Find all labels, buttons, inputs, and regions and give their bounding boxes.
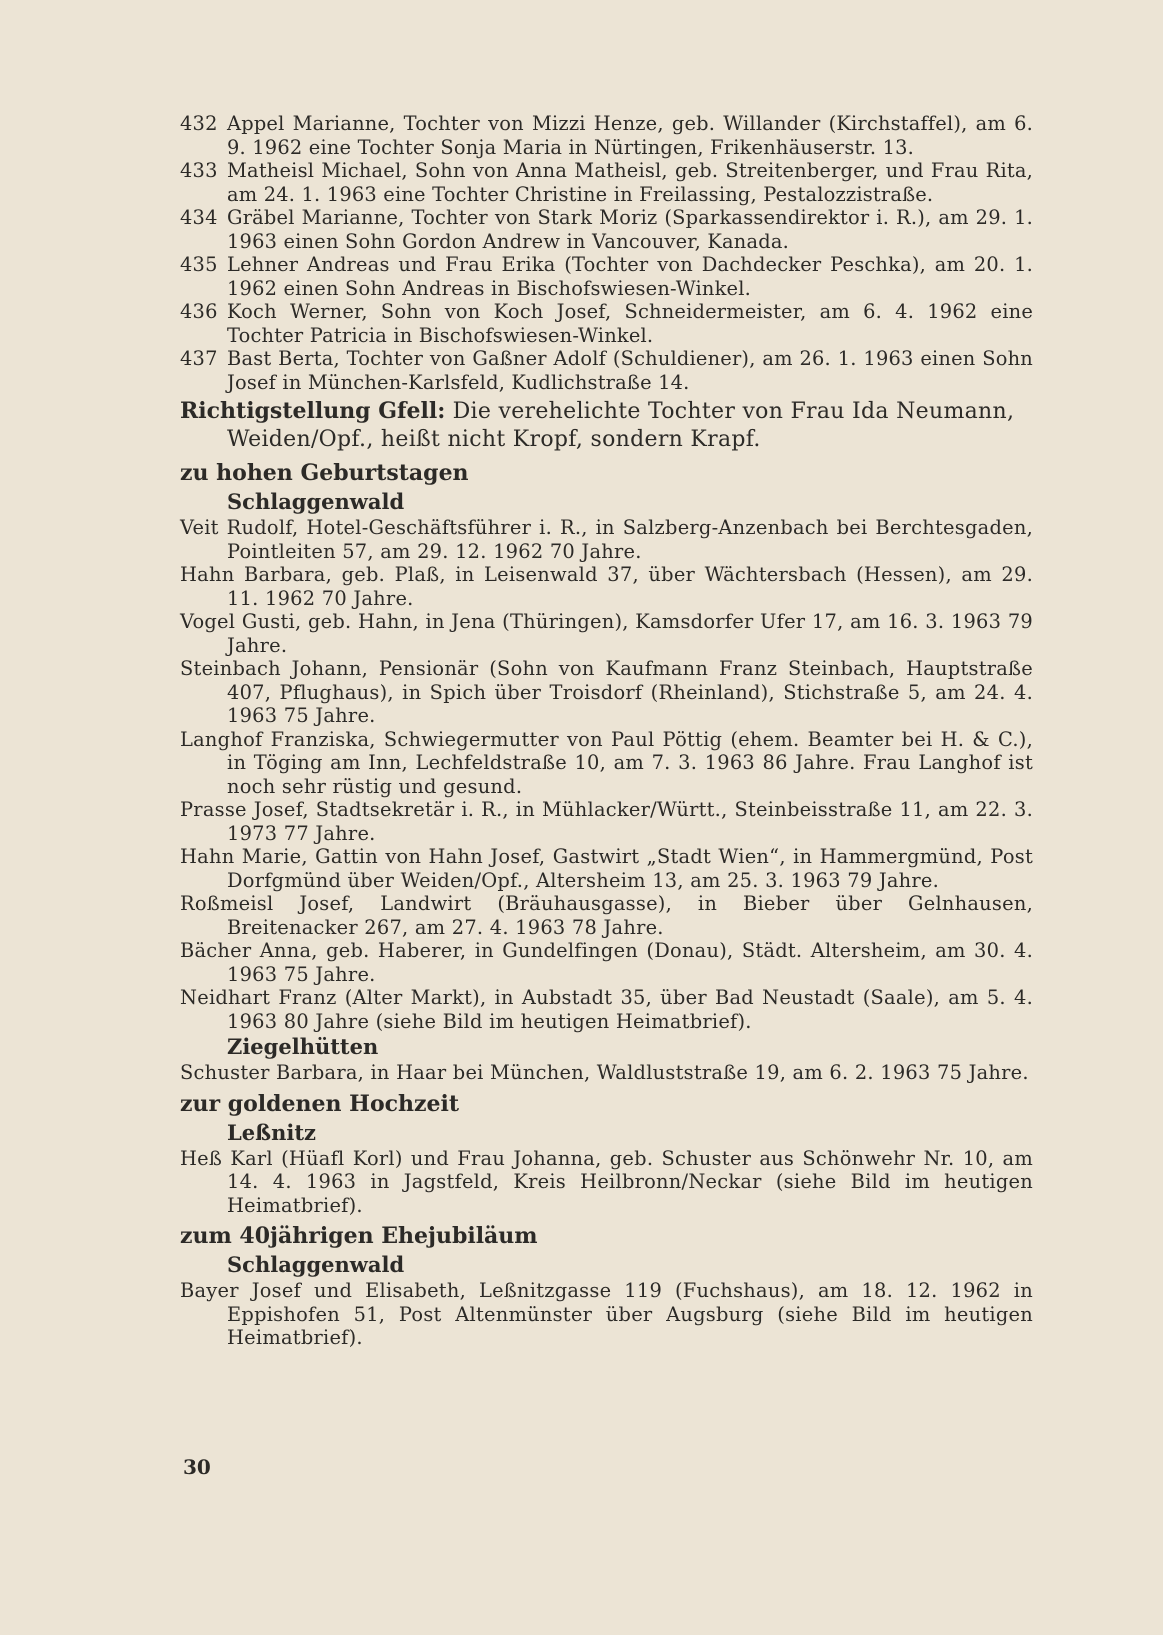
place-heading: Ziegelhütten xyxy=(227,1034,379,1059)
entry-text: Matheisl Michael, Sohn von Anna Matheisl, geb. Streitenberger, und Frau Rita, am 24. 1. 1963 eine Tochter Christine in Freilassing, Pestalozzistraße. xyxy=(227,159,1033,206)
birth-entry xyxy=(180,347,1033,394)
entry-number: 436 xyxy=(180,300,218,323)
person-entry: Bächer Anna, geb. Haberer, in Gundelfingen (Donau), Städt. Altersheim, am 30. 4. 1963 75 Jahre. xyxy=(180,939,1033,986)
correction-notice xyxy=(180,397,1033,454)
entry-text: Appel Marianne, Tochter von Mizzi Henze, geb. Willander (Kirchstaffel), am 6. 9. 1962 eine Tochter Sonja Maria in Nürtingen, Frikenhäuserstr. 13. xyxy=(227,112,1033,159)
place-heading: Leßnitz xyxy=(227,1119,316,1145)
correction-text: Die verehelichte Tochter von Frau Ida Neumann, Weiden/Opf., heißt nicht Kropf, sondern Krapf. xyxy=(227,399,1015,452)
section-heading-golden-wedding: zur goldenen Hochzeit xyxy=(180,1090,460,1117)
entry-number: 437 xyxy=(180,347,218,370)
person-entry: Neidhart Franz (Alter Markt), in Aubstadt 35, über Bad Neustadt (Saale), am 5. 4. 1963 80 Jahre (siehe Bild im heutigen Heimatbrief). xyxy=(180,986,1033,1033)
person-entry: Hahn Barbara, geb. Plaß, in Leisenwald 37, über Wächtersbach (Hessen), am 29. 11. 1962 70 Jahre. xyxy=(180,563,1033,610)
correction-label: Richtigstellung Gfell: xyxy=(180,398,446,424)
section-heading-birthdays: zu hohen Geburtstagen xyxy=(180,460,469,486)
page-number: 30 xyxy=(183,1455,211,1479)
person-entry: Steinbach Johann, Pensionär (Sohn von Kaufmann Franz Steinbach, Hauptstraße 407, Pflughaus), in Spich über Troisdorf (Rheinland), Stichstraße 5, am 24. 4. 1963 75 Jahre. xyxy=(180,657,1033,727)
entry-number: 434 xyxy=(180,206,218,229)
birth-entry xyxy=(180,112,1033,159)
entry-text: Koch Werner, Sohn von Koch Josef, Schneidermeister, am 6. 4. 1962 eine Tochter Patricia in Bischofswiesen-Winkel. xyxy=(227,300,1033,347)
person-entry: Veit Rudolf, Hotel-Geschäftsführer i. R., in Salzberg-Anzenbach bei Berchtesgaden, Pointleiten 57, am 29. 12. 1962 70 Jahre. xyxy=(180,516,1033,563)
entry-number: 433 xyxy=(180,159,218,182)
section-heading-anniversary: zum 40jährigen Ehejubiläum xyxy=(180,1223,538,1249)
person-entry: Hahn Marie, Gattin von Hahn Josef, Gastwirt „Stadt Wien“, in Hammergmünd, Post Dorfgmünd über Weiden/Opf., Altersheim 13, am 25. 3. 1963 79 Jahre. xyxy=(180,845,1033,892)
place-heading: Schlaggenwald xyxy=(227,1252,405,1277)
entry-text: Gräbel Marianne, Tochter von Stark Moriz (Sparkassendirektor i. R.), am 29. 1. 1963 einen Sohn Gordon Andrew in Vancouver, Kanada. xyxy=(227,206,1033,253)
person-entry: Schuster Barbara, in Haar bei München, Waldluststraße 19, am 6. 2. 1963 75 Jahre. xyxy=(180,1061,1029,1084)
birth-entry xyxy=(180,253,1033,300)
person-entry: Prasse Josef, Stadtsekretär i. R., in Mühlacker/Württ., Steinbeisstraße 11, am 22. 3. 1973 77 Jahre. xyxy=(180,798,1033,845)
entry-number: 432 xyxy=(180,112,218,135)
person-entry: Roßmeisl Josef, Landwirt (Bräuhausgasse), in Bieber über Gelnhausen, Breitenacker 267, am 27. 4. 1963 78 Jahre. xyxy=(180,892,1033,939)
entry-number: 435 xyxy=(180,253,218,276)
birth-entry xyxy=(180,159,1033,206)
entry-text: Lehner Andreas und Frau Erika (Tochter von Dachdecker Peschka), am 20. 1. 1962 einen Sohn Andreas in Bischofswiesen-Winkel. xyxy=(227,253,1033,300)
person-entry: Vogel Gusti, geb. Hahn, in Jena (Thüringen), Kamsdorfer Ufer 17, am 16. 3. 1963 79 Jahre. xyxy=(180,610,1033,657)
text-column xyxy=(180,112,1033,1350)
place-heading: Schlaggenwald xyxy=(227,489,405,514)
person-entry: Langhof Franziska, Schwiegermutter von Paul Pöttig (ehem. Beamter bei H. & C.), in Töging am Inn, Lechfeldstraße 10, am 7. 3. 1963 86 Jahre. Frau Langhof ist noch sehr rüstig und gesund. xyxy=(180,727,1033,798)
entry-text: Bast Berta, Tochter von Gaßner Adolf (Schuldiener), am 26. 1. 1963 einen Sohn Josef in München-Karlsfeld, Kudlichstraße 14. xyxy=(227,347,1033,394)
birth-entry xyxy=(180,206,1033,253)
person-entry: Heß Karl (Hüafl Korl) und Frau Johanna, geb. Schuster aus Schönwehr Nr. 10, am 14. 4. 1963 in Jagstfeld, Kreis Heilbronn/Neckar (siehe Bild im heutigen Heimatbrief). xyxy=(180,1146,1033,1217)
birth-entry xyxy=(180,300,1033,347)
person-entry: Bayer Josef und Elisabeth, Leßnitzgasse 119 (Fuchshaus), am 18. 12. 1962 in Eppishofen 51, Post Altenmünster über Augsburg (siehe Bild im heutigen Heimatbrief). xyxy=(180,1279,1033,1349)
